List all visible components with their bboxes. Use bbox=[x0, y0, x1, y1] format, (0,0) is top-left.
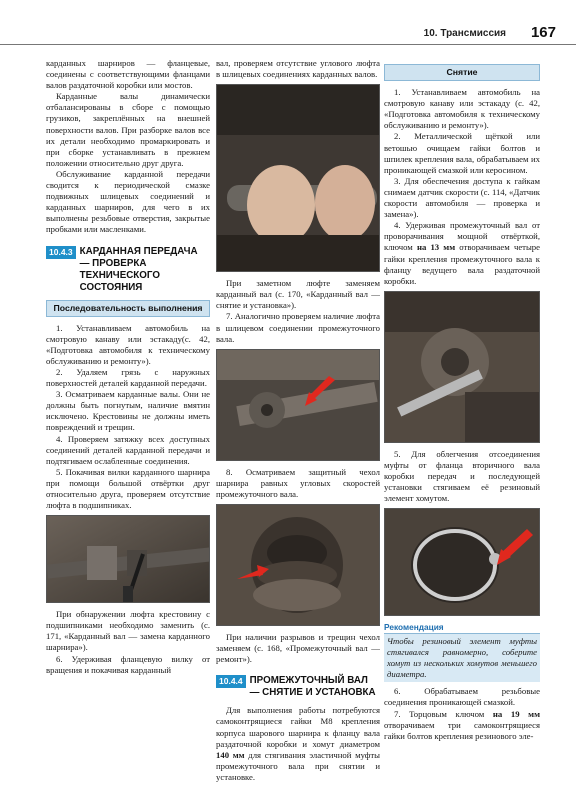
step: 6. Удерживая фланцевую вилку от вращения и покачивая карданный bbox=[46, 653, 210, 675]
photo-caption: При наличии разрывов и трещин чехол заменяем (с. 168, «Промежуточный вал — ремонт»). bbox=[216, 632, 380, 665]
page-header bbox=[0, 0, 576, 50]
photo-screwdriver-joint bbox=[46, 515, 210, 603]
section-heading bbox=[216, 675, 380, 699]
step: 6. Обрабатываем резьбовые соединения проникающей смазкой. bbox=[384, 686, 540, 708]
text-run: отворачиваем три самоконтрящиеся гайки болтов крепления резинового эле- bbox=[384, 719, 540, 741]
text-run: 7. Торцовым ключом bbox=[394, 708, 493, 719]
step: 3. Осматриваем карданные валы. Они не должны быть погнутым, наличие вмятин исключено. Крестовины не должны иметь повреждений и трещин. bbox=[46, 389, 210, 433]
running-head: 10. Трансмиссия bbox=[423, 28, 506, 39]
step: 4. Проверяем затяжку всех доступных соединений деталей карданной передачи и подтягиваем ослабленные соединения. bbox=[46, 433, 210, 466]
text-run: Для выполнения работы потребуются самоконтрящиеся гайки М8 крепления корпуса шарового шарнира к фланцу вала раздаточной коробки и хомут диаметром bbox=[216, 705, 380, 749]
photo-wrench-flange bbox=[384, 291, 540, 443]
section-number: 10.4.3 bbox=[46, 246, 76, 259]
section-title: КАРДАННАЯ ПЕРЕДАЧА — ПРОВЕРКА ТЕХНИЧЕСКОГО СОСТОЯНИЯ bbox=[79, 245, 198, 293]
page-number: 167 bbox=[530, 24, 556, 41]
column-2 bbox=[216, 58, 380, 783]
section-title: ПРОМЕЖУТОЧНЫЙ ВАЛ — СНЯТИЕ И УСТАНОВКА bbox=[249, 675, 376, 699]
photo-illustration bbox=[47, 516, 210, 602]
step bbox=[384, 709, 540, 742]
recommendation-text: Чтобы резиновый элемент муфты стягивался равномерно, соберите хомут из нескольких хомутов меньшего диаметра. bbox=[384, 634, 540, 682]
step: 7. Аналогично проверяем наличие люфта в шлицевом соединении промежуточного вала. bbox=[216, 311, 380, 344]
text-bold: 140 мм bbox=[216, 749, 245, 760]
column-1 bbox=[46, 58, 210, 676]
step: 2. Металлической щёткой или ветошью очищаем гайки болтов и шпилек крепления вала, обрабатываем их проникающей смазкой или керосином. bbox=[384, 131, 540, 175]
paragraph: Карданные валы динамически отбалансированы в сборе с помощью грузиков, закреплённых на внешней поверхности валов. При разборке валов все их детали необходимо промаркировать и при сборке устанавливать в прежнем положении относительно друг друга. bbox=[46, 91, 210, 168]
recommendation-label: Рекомендация bbox=[384, 622, 540, 634]
step: 8. Осматриваем защитный чехол шарнира равных угловых скоростей промежуточного вала. bbox=[216, 466, 380, 499]
photo-hands-shaft bbox=[216, 84, 380, 272]
paragraph: Обслуживание карданной передачи сводится к периодической смазке подвижных шлицевых соединений и карданных шарниров, для чего в их выполнены резьбовые отверстия, закрытые пробками или масленками. bbox=[46, 168, 210, 235]
photo-illustration bbox=[217, 350, 380, 460]
photo-intermediate-shaft bbox=[216, 349, 380, 461]
photo-clamp bbox=[384, 508, 540, 616]
text-run: отворачиваем четыре гайки крепления промежуточного вала к фланцу ведущего вала раздаточной коробки. bbox=[384, 242, 541, 286]
text-bold: на 19 мм bbox=[492, 708, 541, 719]
photo-caption: При заметном люфте заменяем карданный вал (с. 170, «Карданный вал — снятие и установка»). bbox=[216, 278, 380, 311]
paragraph: карданных шарниров — фланцевые, соединены с соответствующими фланцами валов раздаточной коробки или мостов. bbox=[46, 58, 210, 91]
subheading-bar: Последовательность выполнения bbox=[46, 300, 210, 317]
step bbox=[384, 220, 540, 287]
text-bold: на 13 мм bbox=[416, 242, 456, 253]
step: 1. Устанавливаем автомобиль на смотровую канаву или эстакаду(с. 42, «Подготовка автомобиля к техническому обслуживанию и ремонту»). bbox=[46, 322, 210, 366]
step: 5. Покачивая вилки карданного шарнира при помощи большой отвёртки друг относительно друга, проверяем отсутствие люфта в подшипниках. bbox=[46, 466, 210, 511]
photo-illustration bbox=[217, 85, 380, 271]
section-heading bbox=[46, 246, 210, 294]
photo-caption: При обнаружении люфта крестовину с подшипниками необходимо заменить (с. 171, «Карданный вал — замена карданного шарнира»). bbox=[46, 609, 210, 653]
text-run: 4. Удерживая промежуточный вал от проворачивания мощной отвёрткой, ключом bbox=[384, 220, 540, 253]
header-rule bbox=[0, 44, 576, 45]
column-3 bbox=[384, 58, 540, 742]
photo-illustration bbox=[385, 292, 540, 442]
section-number: 10.4.4 bbox=[216, 675, 246, 688]
subheading-bar: Снятие bbox=[384, 64, 540, 81]
step: 2. Удаляем грязь с наружных поверхностей деталей карданной передачи. bbox=[46, 366, 210, 389]
paragraph: вал, проверяем отсутствие углового люфта в шлицевых соединениях карданных валов. bbox=[216, 58, 380, 80]
photo-boot bbox=[216, 504, 380, 626]
step: 3. Для обеспечения доступа к гайкам снимаем датчик скорости (с. 114, «Датчик скорости автомобиля — проверка и замена»). bbox=[384, 175, 540, 220]
photo-illustration bbox=[385, 509, 540, 615]
step: 5. Для облегчения отсоединения муфты от фланца вторичного вала коробки передач и последующей установки стягиваем её резиновый элемент хомутом. bbox=[384, 448, 540, 504]
step: 1. Устанавливаем автомобиль на смотровую канаву или эстакаду (с. 42, «Подготовка автомобиля к техническому обслуживанию и ремонту»). bbox=[384, 87, 540, 131]
text-run: для стягивания эластичной муфты промежуточного вала при снятии и установке. bbox=[216, 749, 380, 782]
paragraph bbox=[216, 705, 380, 783]
photo-illustration bbox=[217, 505, 380, 625]
